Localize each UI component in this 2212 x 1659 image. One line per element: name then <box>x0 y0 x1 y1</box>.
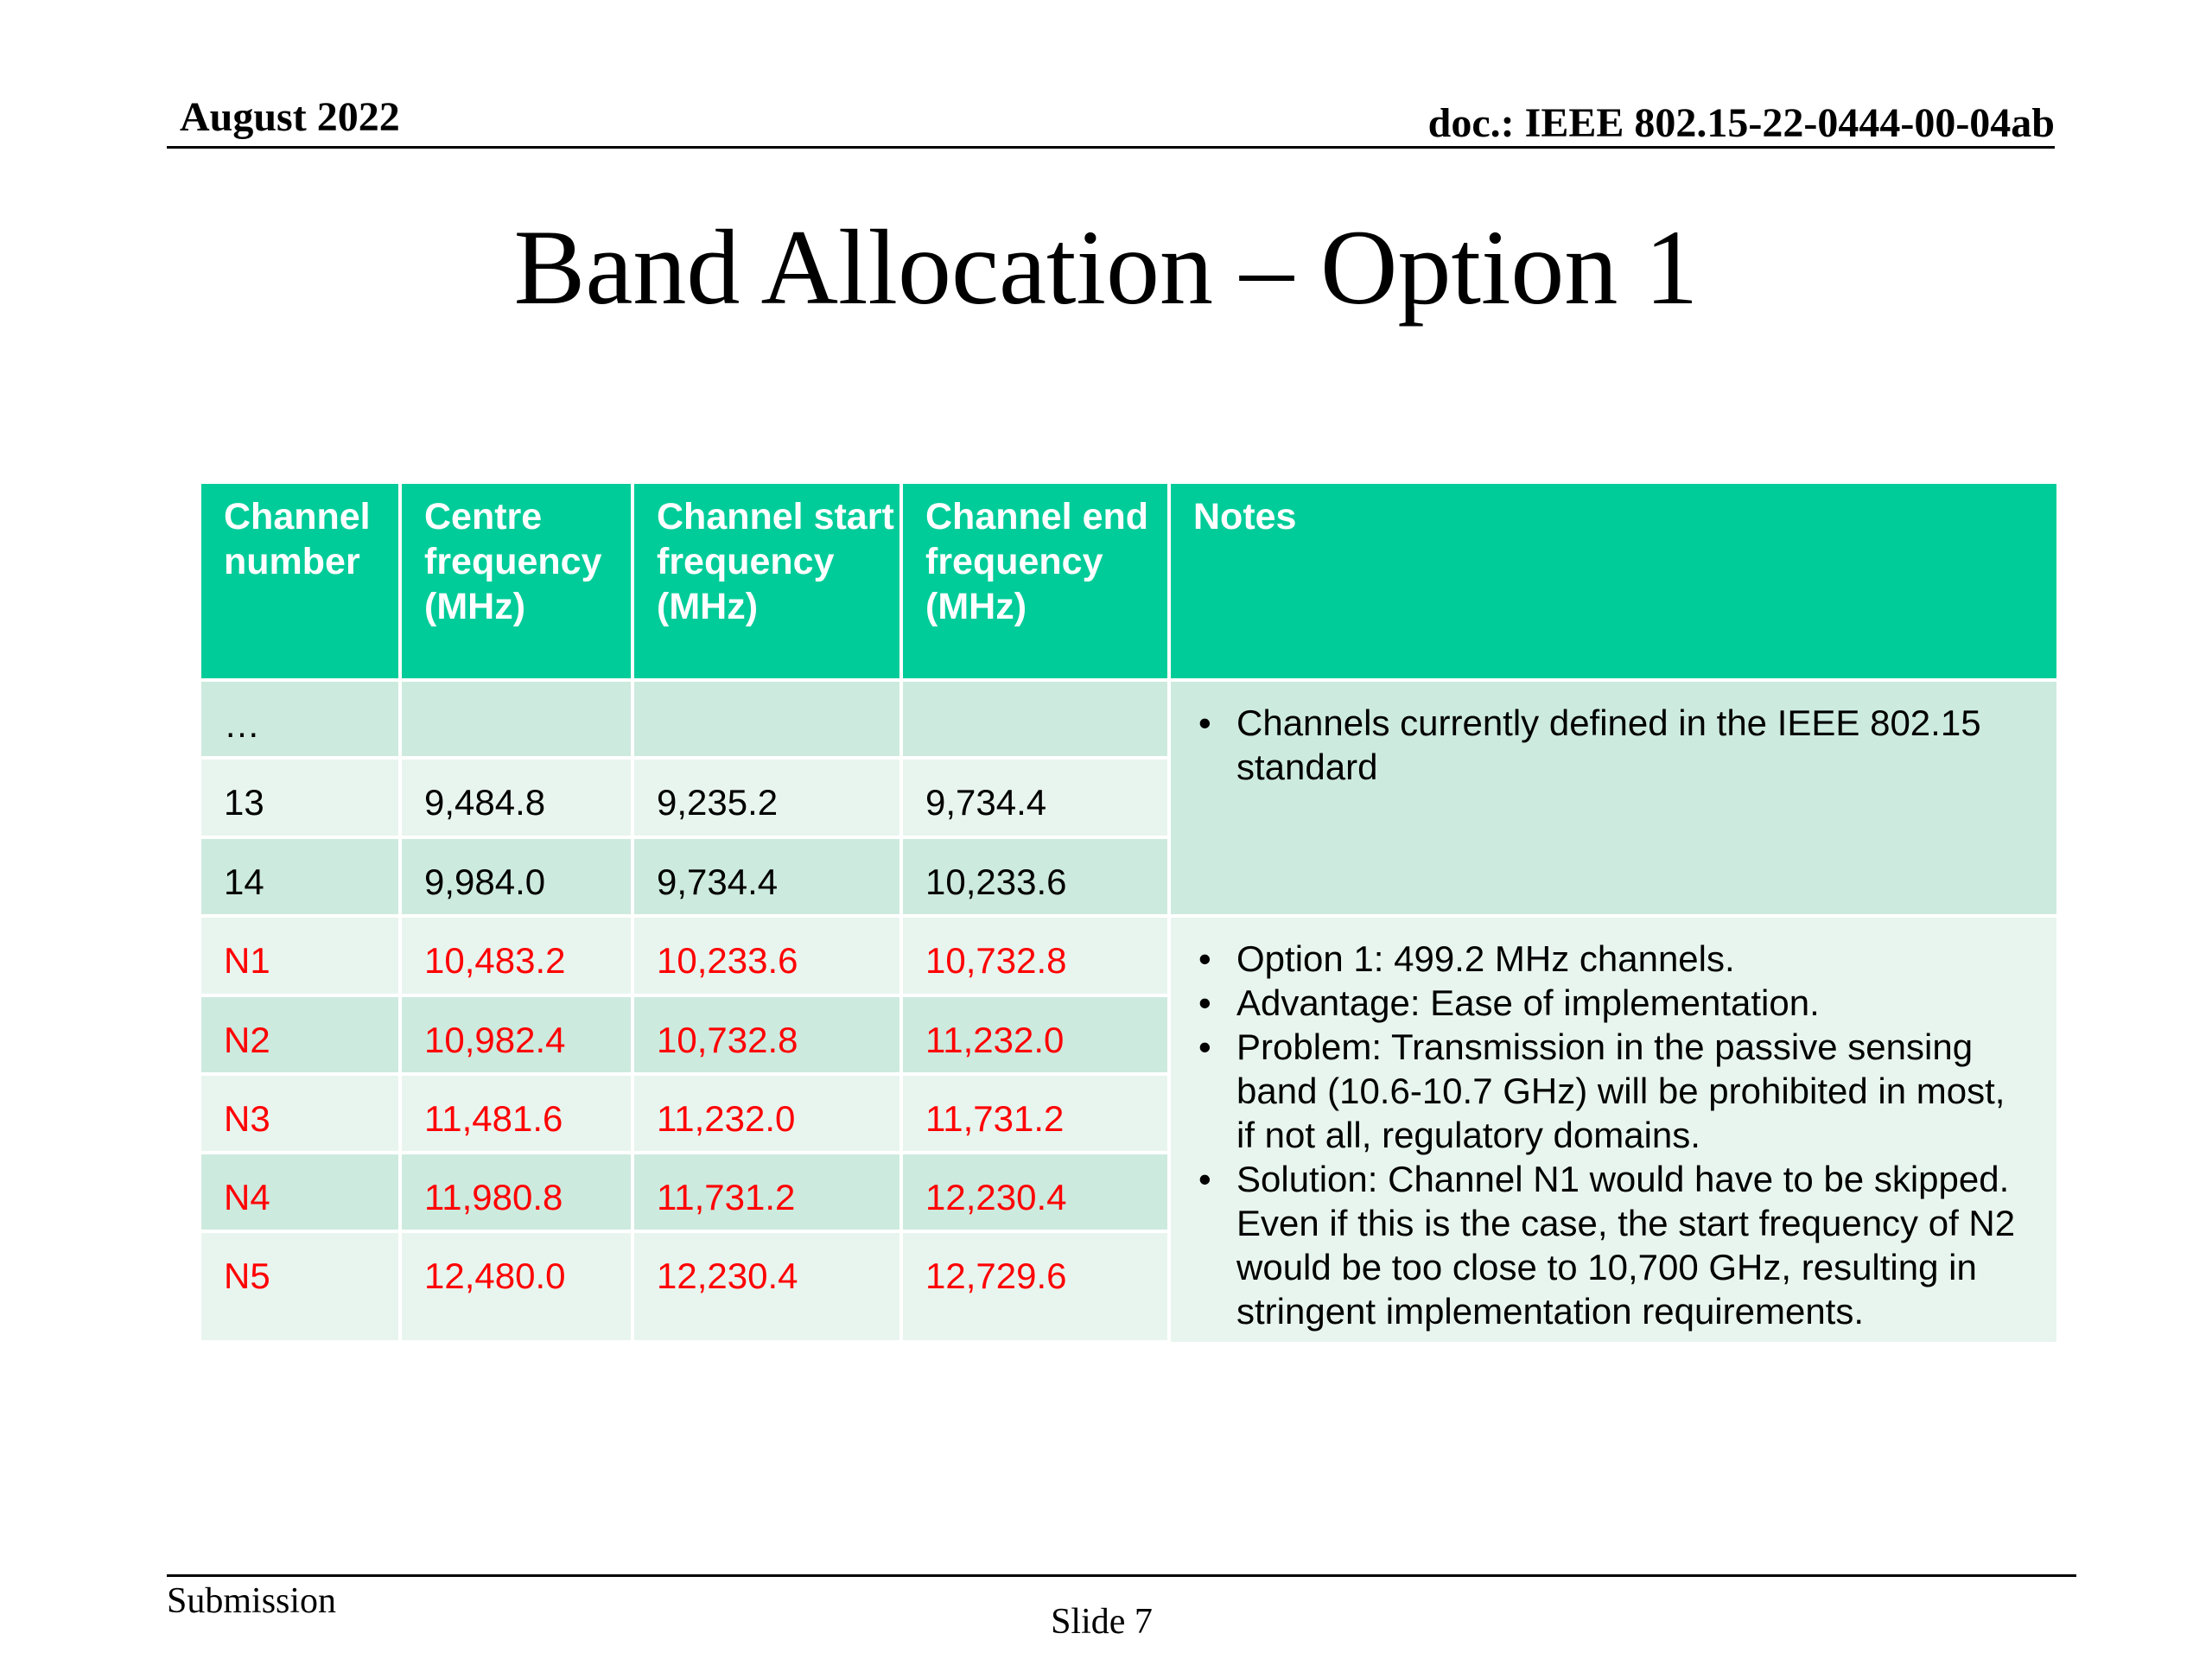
table-cell-start-n3: 11,232.0 <box>634 1076 899 1151</box>
table-cell-end-n4: 12,230.4 <box>903 1154 1167 1230</box>
table-cell-channel-13: 13 <box>201 760 398 836</box>
table-cell-centre-n1: 10,483.2 <box>402 918 631 994</box>
table-cell-centre-ellipsis <box>402 682 631 756</box>
table-cell-end-n1: 10,732.8 <box>903 918 1167 994</box>
table-cell-channel-n3: N3 <box>201 1076 398 1151</box>
table-cell-start-n5: 12,230.4 <box>634 1233 899 1340</box>
table-cell-channel-14: 14 <box>201 839 398 914</box>
table-cell-start-n4: 11,731.2 <box>634 1154 899 1230</box>
table-cell-channel-n1: N1 <box>201 918 398 994</box>
table-cell-start-n2: 10,732.8 <box>634 997 899 1072</box>
table-cell-start-ellipsis <box>634 682 899 756</box>
footer-submission: Submission <box>167 1581 337 1621</box>
table-cell-centre-14: 9,984.0 <box>402 839 631 914</box>
table-cell-end-ellipsis <box>903 682 1167 756</box>
column-header: Notes <box>1171 484 2056 678</box>
table-cell-channel-ellipsis: … <box>201 682 398 756</box>
notes-new-channels <box>1171 918 2056 1342</box>
table-cell-centre-n4: 11,980.8 <box>402 1154 631 1230</box>
note-item: • Option 1: 499.2 MHz channels. <box>1193 937 2022 981</box>
table-cell-channel-n4: N4 <box>201 1154 398 1230</box>
table-cell-channel-n2: N2 <box>201 997 398 1072</box>
table-cell-end-14: 10,233.6 <box>903 839 1167 914</box>
table-cell-start-14: 9,734.4 <box>634 839 899 914</box>
table-cell-end-13: 9,734.4 <box>903 760 1167 836</box>
footer-slide-number: Slide 7 <box>1051 1602 1153 1642</box>
table-cell-centre-n5: 12,480.0 <box>402 1233 631 1340</box>
table-cell-centre-13: 9,484.8 <box>402 760 631 836</box>
header-doc-id: doc.: IEEE 802.15-22-0444-00-04ab <box>1427 100 2055 146</box>
band-allocation-table <box>201 484 2056 1342</box>
table-cell-end-n3: 11,731.2 <box>903 1076 1167 1151</box>
header-date: August 2022 <box>180 94 400 140</box>
column-header: Channel end frequency (MHz) <box>903 484 1167 678</box>
column-header: Channel start frequency (MHz) <box>634 484 899 678</box>
column-header: Channel number <box>201 484 398 678</box>
note-item: • Solution: Channel N1 would have to be skipped. Even if this is the case, the start frequency of N2 would be too close to 10,700 GHz, resulting in stringent implementation requirements. <box>1193 1157 2022 1333</box>
notes-existing-channels <box>1171 682 2056 914</box>
slide-title: Band Allocation – Option 1 <box>513 208 1699 327</box>
note-item: • Channels currently defined in the IEEE 802.15 standard <box>1193 701 2022 789</box>
table-cell-end-n2: 11,232.0 <box>903 997 1167 1072</box>
table-cell-start-13: 9,235.2 <box>634 760 899 836</box>
table-cell-centre-n3: 11,481.6 <box>402 1076 631 1151</box>
table-cell-centre-n2: 10,982.4 <box>402 997 631 1072</box>
header-divider <box>167 146 2055 149</box>
note-item: • Problem: Transmission in the passive sensing band (10.6-10.7 GHz) will be prohibited in most, if not all, regulatory domains. <box>1193 1025 2022 1157</box>
table-cell-channel-n5: N5 <box>201 1233 398 1340</box>
note-item: • Advantage: Ease of implementation. <box>1193 981 2022 1025</box>
footer-divider <box>167 1574 2076 1577</box>
column-header: Centre frequency (MHz) <box>402 484 631 678</box>
table-cell-end-n5: 12,729.6 <box>903 1233 1167 1340</box>
table-cell-start-n1: 10,233.6 <box>634 918 899 994</box>
